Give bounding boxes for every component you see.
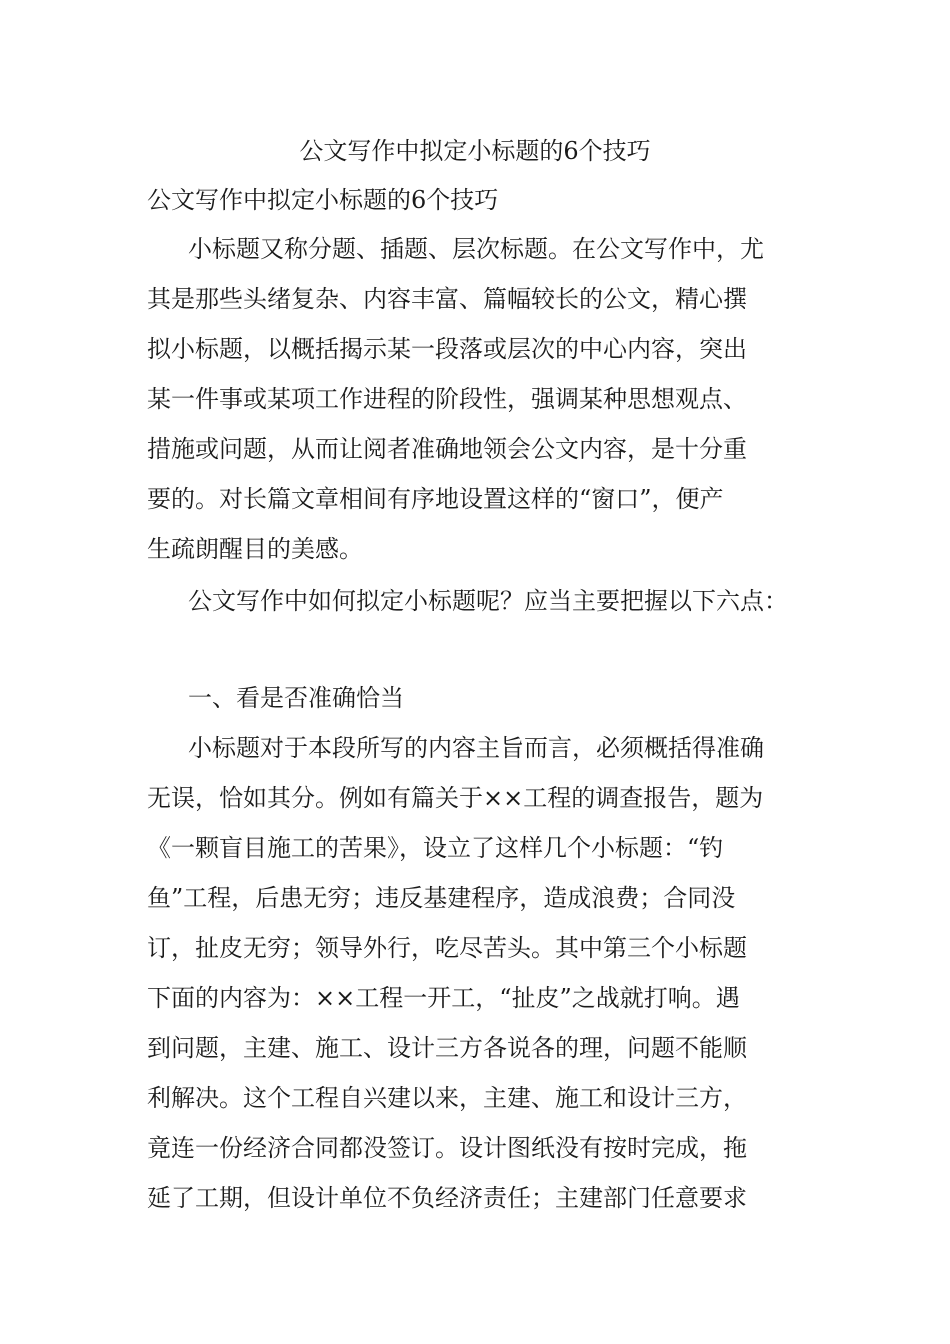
section-line: 订，扯皮无穷；领导外行，吃尽苦头。其中第三个小标题 xyxy=(147,934,747,962)
intro-line: 其是那些头绪复杂、内容丰富、篇幅较长的公文，精心撰 xyxy=(147,285,747,313)
section-line: 延了工期，但设计单位不负经济责任；主建部门任意要求 xyxy=(147,1184,747,1212)
document-subtitle: 公文写作中拟定小标题的6个技巧 xyxy=(147,186,499,214)
question-line: 公文写作中如何拟定小标题呢？应当主要把握以下六点： xyxy=(188,587,788,615)
intro-line: 措施或问题，从而让阅者准确地领会公文内容，是十分重 xyxy=(147,435,747,463)
intro-line: 小标题又称分题、插题、层次标题。在公文写作中，尤 xyxy=(188,235,764,263)
section-line: 无误，恰如其分。例如有篇关于××工程的调查报告，题为 xyxy=(147,784,764,812)
document-title: 公文写作中拟定小标题的6个技巧 xyxy=(299,137,651,165)
section-line: 鱼”工程，后患无穷；违反基建程序，造成浪费；合同没 xyxy=(147,884,736,912)
section-line: 利解决。这个工程自兴建以来，主建、施工和设计三方， xyxy=(147,1084,747,1112)
intro-line: 某一件事或某项工作进程的阶段性，强调某种思想观点、 xyxy=(147,385,747,413)
intro-line: 生疏朗醒目的美感。 xyxy=(147,535,363,563)
section-line: 下面的内容为：××工程一开工，“扯皮”之战就打响。遇 xyxy=(147,984,740,1012)
section-line: 小标题对于本段所写的内容主旨而言，必须概括得准确 xyxy=(188,734,764,762)
section-heading: 一、看是否准确恰当 xyxy=(188,684,404,712)
section-line: 《一颗盲目施工的苦果》，设立了这样几个小标题：“钓 xyxy=(147,834,724,862)
intro-line: 拟小标题，以概括揭示某一段落或层次的中心内容，突出 xyxy=(147,335,747,363)
section-line: 到问题，主建、施工、设计三方各说各的理，问题不能顺 xyxy=(147,1034,747,1062)
intro-line: 要的。对长篇文章相间有序地设置这样的“窗口”，便产 xyxy=(147,485,724,513)
section-line: 竟连一份经济合同都没签订。设计图纸没有按时完成，拖 xyxy=(147,1134,747,1162)
